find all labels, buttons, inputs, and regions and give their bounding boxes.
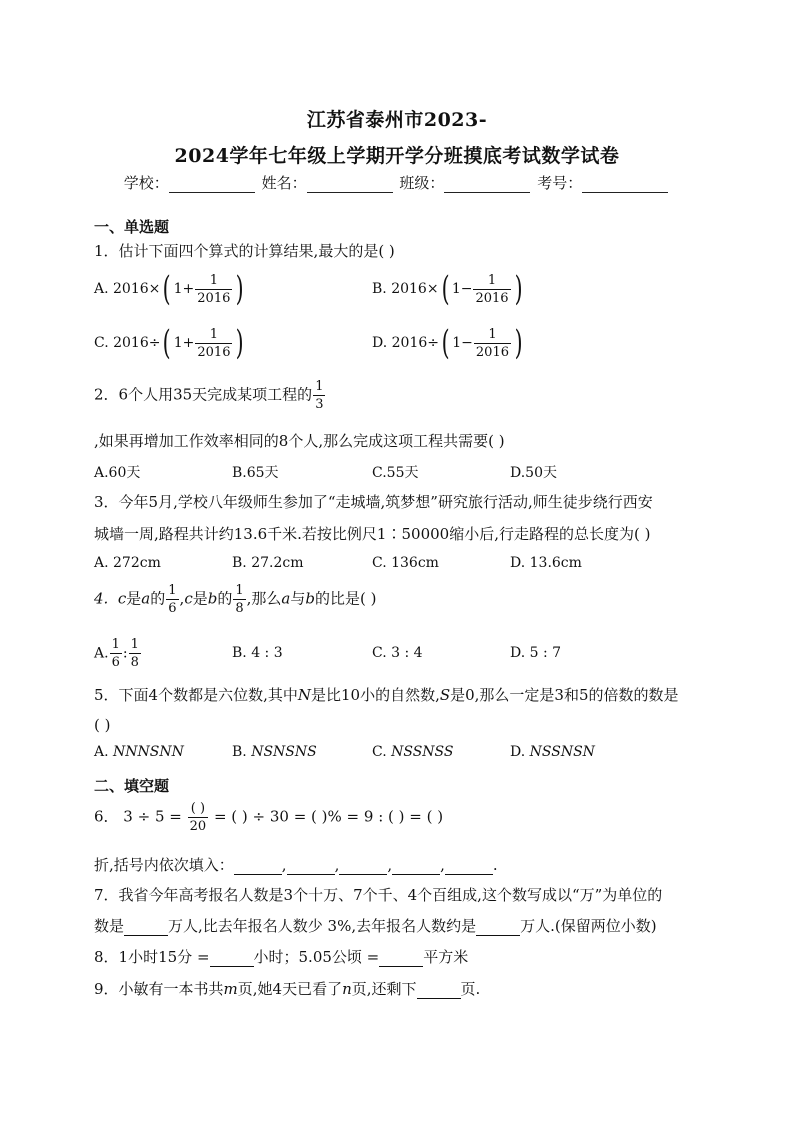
question-6-equation: 6． 3 ÷ 5 = $\frac{( )}{20}$ = ( ) ÷ 30 = ( )% = 9 : ( ) = ( ): [94, 801, 444, 834]
question-7-line2: 数是 万人,比去年报名人数少 3%,去年报名人数约是 万人.(保留两位小数): [94, 917, 657, 935]
question-5-line2: ( ): [94, 716, 111, 734]
fraction: $\frac{1}{2016}$: [197, 326, 231, 360]
question-6-fill-line: 折,括号内依次填入： , , , , .: [94, 856, 498, 874]
q3-option-c: C. 136cm: [372, 555, 439, 571]
answer-blank[interactable]: [379, 952, 423, 967]
q3-option-d: D. 13.6cm: [510, 555, 582, 571]
answer-blank[interactable]: [392, 860, 440, 875]
q1-option-b: B. 2016×( 1− $\frac{1}{2016}$ ): [372, 269, 523, 309]
name-blank[interactable]: [307, 178, 393, 193]
answer-blank[interactable]: [339, 860, 387, 875]
class-label: 班级：: [399, 174, 445, 192]
q4-option-d: D. 5 : 7: [510, 645, 562, 661]
question-1-text: 1．估计下面四个算式的计算结果,最大的是( ): [94, 242, 395, 260]
question-8-text: 8．1小时15分 = 小时；5.05公顷 = 平方米: [94, 948, 469, 966]
answer-blank[interactable]: [417, 984, 461, 999]
q2-option-d: D.50天: [510, 465, 557, 481]
question-2-text: 2．6个人用35天完成某项工程的 $\frac{1}{3}$: [94, 379, 324, 412]
class-blank[interactable]: [444, 178, 530, 193]
exam-title-line1: 江苏省泰州市2023-: [306, 109, 488, 131]
name-label: 姓名：: [261, 174, 307, 192]
question-4-text: 4. c是a的 $\frac{1}{6}$ ,c是b的 $\frac{1}{8}$ ,那么a与b的比是( ): [94, 583, 377, 616]
question-5-line1: 5．下面4个数都是六位数,其中N是比10小的自然数,S是0,那么一定是3和5的倍数的数是: [94, 686, 679, 704]
fraction: $\frac{1}{6}$: [111, 637, 120, 670]
q1-option-a: A. 2016×( 1+ $\frac{1}{2016}$ ): [94, 269, 244, 309]
q5-option-b: B. NSNSNS: [232, 744, 317, 760]
answer-blank[interactable]: [234, 860, 282, 875]
q5-option-d: D. NSSNSN: [510, 744, 595, 760]
q5-option-c: C. NSSNSS: [372, 744, 454, 760]
q2-option-c: C.55天: [372, 465, 419, 481]
question-2-text-2: ,如果再增加工作效率相同的8个人,那么完成这项工程共需要( ): [94, 432, 505, 450]
answer-blank[interactable]: [287, 860, 335, 875]
fraction: $\frac{1}{8}$: [130, 637, 139, 670]
answer-blank[interactable]: [476, 921, 520, 936]
question-7-line1: 7．我省今年高考报名人数是3个十万、7个千、4个百组成,这个数写成以“万”为单位的: [94, 886, 663, 904]
fraction: $\frac{1}{2016}$: [197, 272, 231, 306]
school-blank[interactable]: [169, 178, 255, 193]
q3-option-b: B. 27.2cm: [232, 555, 304, 571]
q2-option-a: A.60天: [94, 465, 141, 481]
fraction: $\frac{1}{8}$: [235, 583, 244, 616]
section-fill-in: 二、填空题: [94, 777, 170, 795]
question-3-line2: 城墙一周,路程共计约13.6千米.若按比例尺1∶50000缩小后,行走路程的总长度为( ): [94, 525, 651, 543]
q4-option-c: C. 3 : 4: [372, 645, 423, 661]
student-info-row: [0, 172, 794, 193]
question-3-line1: 3．今年5月,学校八年级师生参加了“走城墙,筑梦想”研究旅行活动,师生徒步绕行西安: [94, 493, 653, 511]
fraction: $\frac{1}{6}$: [168, 583, 177, 616]
q1-option-d: D. 2016÷( 1− $\frac{1}{2016}$ ): [372, 323, 523, 363]
number-blank[interactable]: [582, 178, 668, 193]
section-single-choice: 一、单选题: [94, 218, 170, 236]
answer-blank[interactable]: [124, 921, 168, 936]
number-label: 考号：: [537, 174, 583, 192]
exam-title-line2: 2024学年七年级上学期开学分班摸底考试数学试卷: [174, 145, 620, 167]
fraction: $\frac{( )}{20}$: [189, 801, 207, 834]
q1-option-c: C. 2016÷( 1+ $\frac{1}{2016}$ ): [94, 323, 245, 363]
q4-option-a: A. $\frac{1}{6}$ : $\frac{1}{8}$: [94, 637, 139, 670]
q4-option-b: B. 4 : 3: [232, 645, 283, 661]
school-label: 学校：: [123, 174, 169, 192]
fraction: $\frac{1}{2016}$: [475, 272, 509, 306]
q3-option-a: A. 272cm: [94, 555, 161, 571]
answer-blank[interactable]: [210, 952, 254, 967]
question-9-text: 9．小敏有一本书共m页,她4天已看了n页,还剩下 页.: [94, 980, 481, 998]
answer-blank[interactable]: [445, 860, 493, 875]
q5-option-a: A. NNNSNN: [94, 744, 184, 760]
fraction: $\frac{1}{2016}$: [475, 326, 509, 360]
q2-option-b: B.65天: [232, 465, 279, 481]
fraction: $\frac{1}{3}$: [315, 379, 324, 412]
